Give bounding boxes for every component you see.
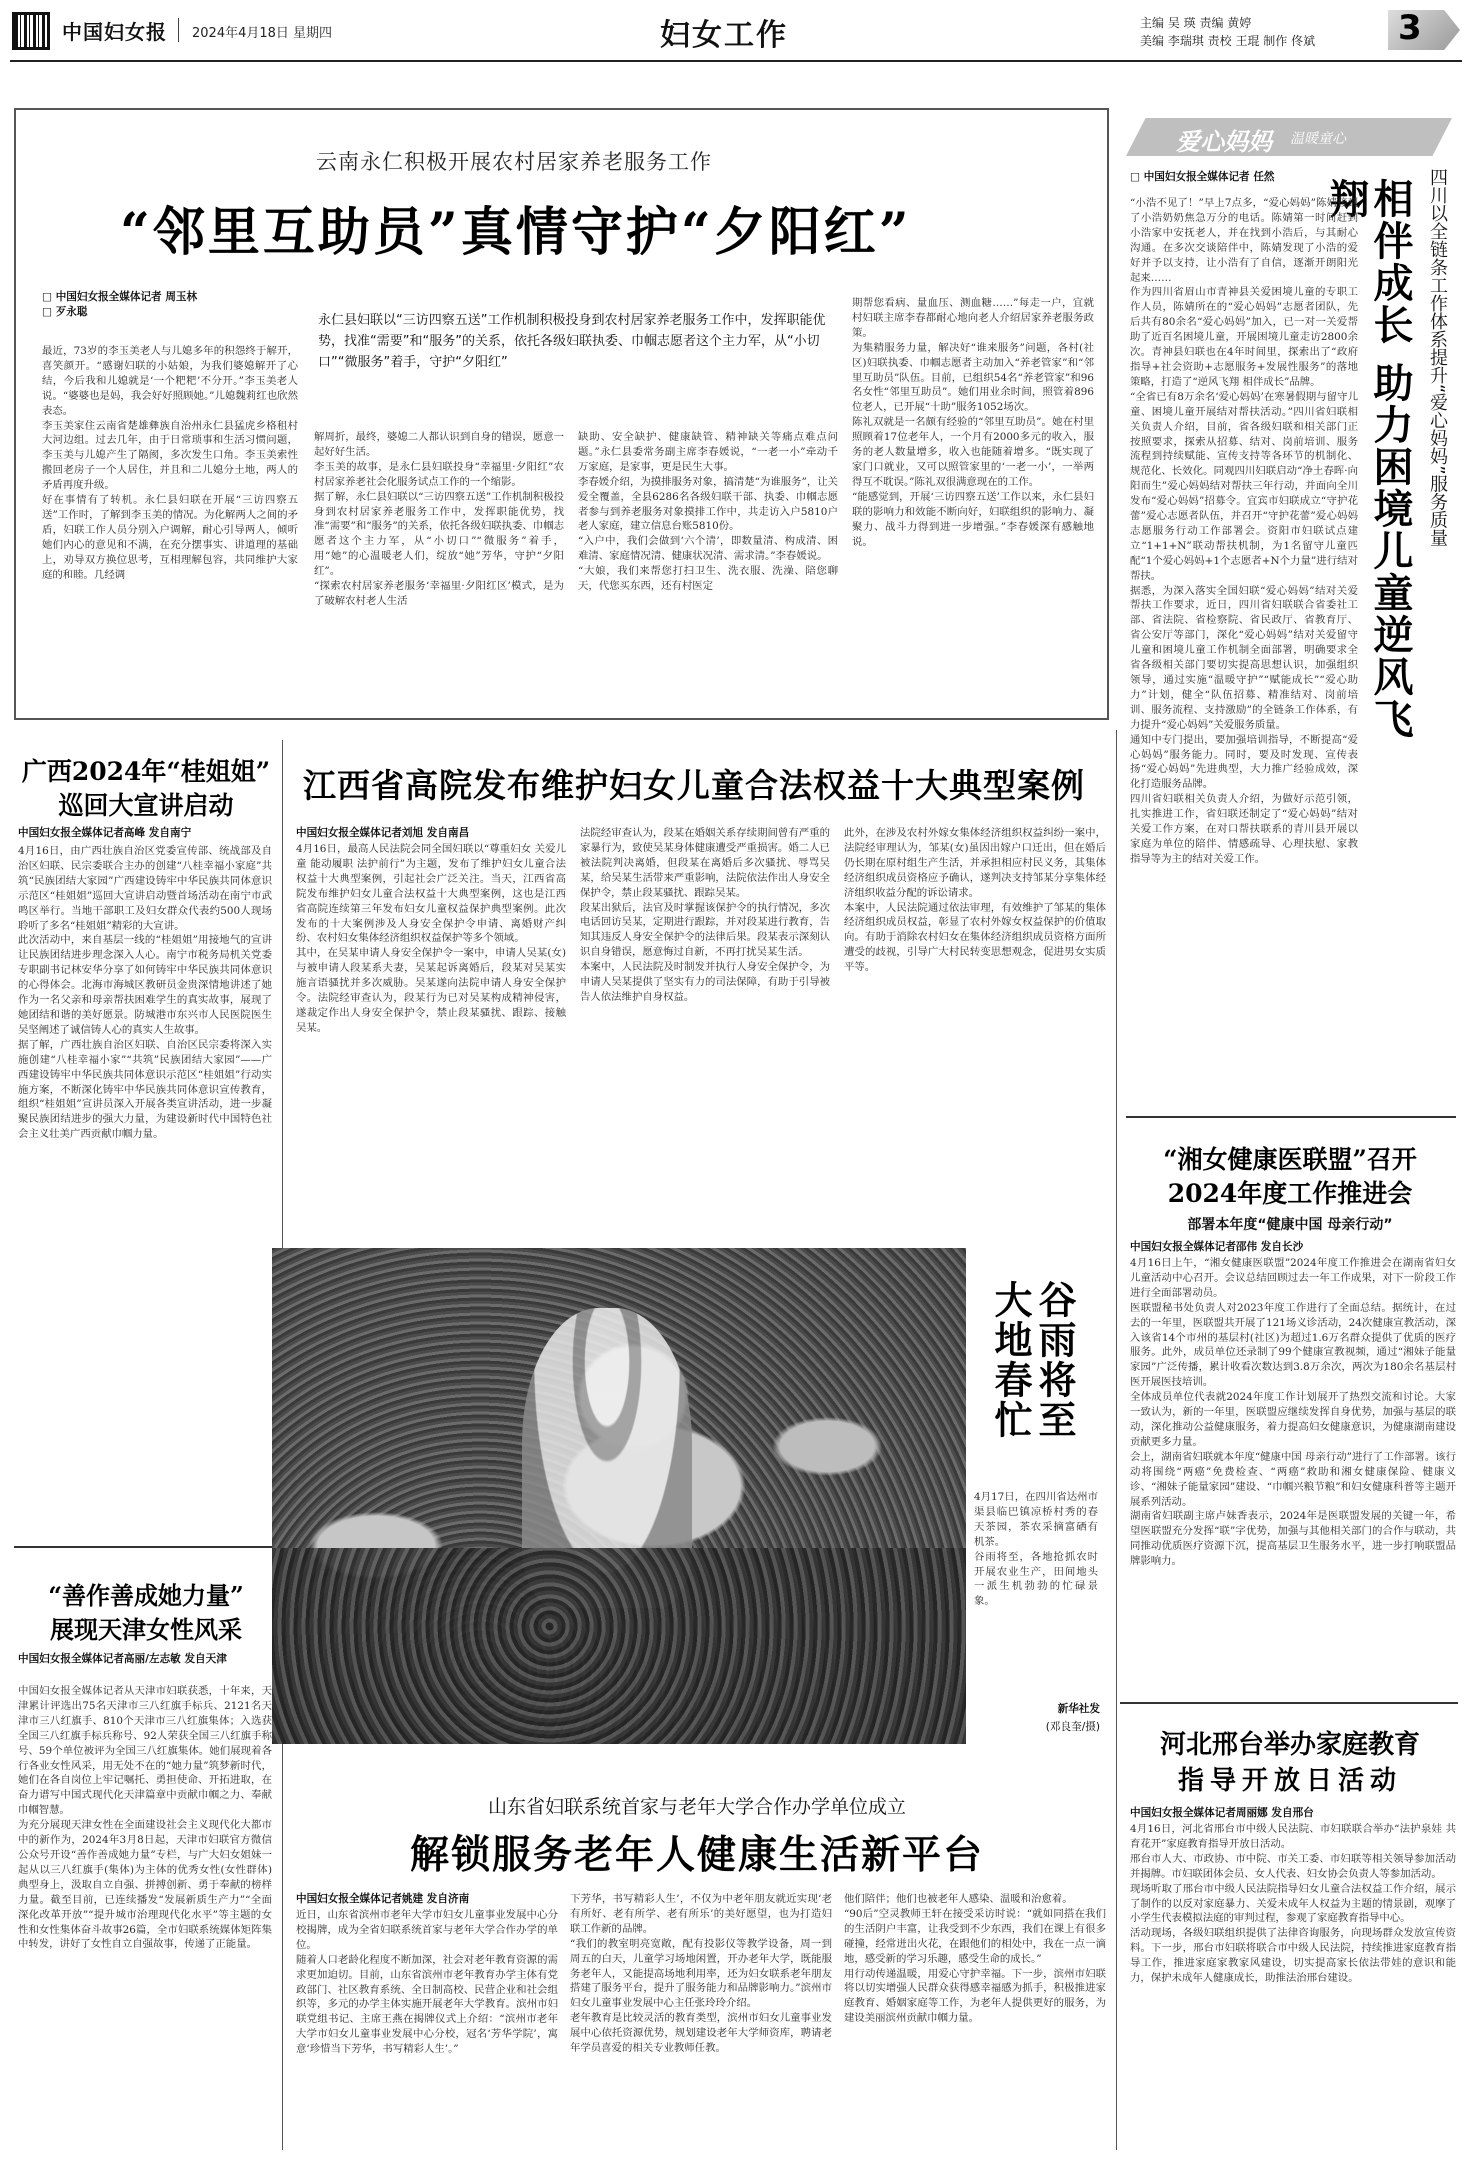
lead-column-1: 最近，73岁的李玉美老人与儿媳多年的积怨终于解开，喜笑颜开。“感谢妇联的小姑娘，为我们婆媳解开了心结，今后我和儿媳就是‘一个粑粑’不分开。”李玉美老人说。“婆婆也是妈，我会好好照顾她。”儿媳魏莉红也欣然表态。 李玉美家住云南省楚雄彝族自治州永仁县猛虎乡格租村大河边组。过去几年，由于日常琐事和生活习惯问题，李玉美与儿媳产生了隔阂，多次发生口角。李玉美索性搬回老房子一个人居住，并且和二儿媳分土地，两人的矛盾再度升级。 好在事情有了转机。永仁县妇联在开展“三访四察五送”工作时，了解到李玉美的情况。为化解两人之间的矛盾，妇联工作人员分别入户调解，耐心引导两人，倾听她们内心的意见和不满，在充分摆事实、讲道理的基础上，劝导双方换位思考，互相理解包容，共同维护大家庭的和睦。几经调 <box>42 345 298 581</box>
masthead <box>0 0 1472 60</box>
hunan-byline: 中国妇女报全媒体记者邵伟 发自长沙 <box>1130 1241 1304 1253</box>
masthead-rule <box>10 60 1462 62</box>
guangxi-byline: 中国妇女报全媒体记者高峰 发自南宁 <box>18 827 192 839</box>
shandong-column-2: 下芳华，书写精彩人生’，不仅为中老年朋友就近实现‘老有所好、老有所学、老有所乐’的美好愿望，也为打造妇联工作新的品牌。 “我们的教室明亮宽敞，配有投影仪等教学设备，周一到周五的白天，儿童学习场地闲置，开办老年大学，既能服务老年人，又能提高场地利用率，还为妇女联系老年朋友搭建了服务平台，提升了服务能力和品牌影响力。”滨州市妇女儿童事业发展中心主任张玲玲介绍。 老年教育是比较灵活的教育类型，滨州市妇女儿童事业发展中心依托资源优势，规划建设老年大学师资库，聘请老年学员喜爱的相关专业教师任教。 <box>570 1893 832 2055</box>
newspaper-logo: 中国妇女报 <box>62 20 167 44</box>
guangxi-headline-1: 广西2024年“桂姐姐” <box>21 757 271 786</box>
tianjin-headline-1: “善作善成她力量” <box>48 1581 244 1610</box>
lead-byline-1: □ 中国妇女报全媒体记者 周玉林 <box>42 291 198 303</box>
shandong-kicker: 山东省妇联系统首家与老年大学合作办学单位成立 <box>487 1796 906 1818</box>
lead-column-2: 解周折，最终，婆媳二人都认识到自身的错误，愿意一起好好生活。 李玉美的故事，是永仁县妇联投身“幸福里·夕阳红”农村居家养老社会化服务试点工作的一个缩影。 据了解，永仁县妇联以“三访四察五送”工作机制积极投身到农村居家养老服务工作中，发挥职能优势，找准“需要”和“服务”的关系，依托各级妇联执委、巾帼志愿者这个主力军，从“小切口”“微服务”着手，用“她”的心温暖老人们，绽放“她”芳华，守护“夕阳红”。 “探索农村居家养老服务‘幸福里·夕阳红区’模式，是为了破解农村老人生活 <box>314 431 564 607</box>
shandong-column-1: 近日，山东省滨州市老年大学市妇女儿童事业发展中心分校揭牌，成为全省妇联系统首家与老年大学合作办学的单位。 随着人口老龄化程度不断加深，社会对老年教育资源的需求更加迫切。目前，山东省滨州市老年教育办学主体有党政部门、社区教育系统、全日制高校、民营企业和社会组织等，多元的办学主体实施开展老年大学教育。滨州市妇联党组书记、主席王燕在揭牌仪式上介绍：“滨州市老年大学市妇女儿童事业发展中心分校，冠名‘芳华学院’，寓意‘珍惜当下芳华，书写精彩人生’。” <box>296 1909 558 2056</box>
lead-byline <box>42 290 302 320</box>
lead-headline: “邻里互助员”真情守护“夕阳红” <box>120 202 912 263</box>
guangxi-divider <box>14 1546 276 1548</box>
lead-byline-2: □ 歹永聪 <box>42 306 88 318</box>
hunan-body: 4月16日上午，“湘女健康医联盟”2024年度工作推进会在湖南省妇女儿童活动中心召开。会议总结回顾过去一年工作成果，对下一阶段工作进行全面部署动员。 医联盟秘书处负责人对2023年度工作进行了全面总结。据统计，在过去的一年里，医联盟共开展了121场义诊活动，24次健康宣教活动，深入该省14个市州的基层村(社区)为超过1.6万名群众提供了优质的医疗服务。此外，成员单位还录制了99个健康宣教视频，通过“湘妹子能量家园”广泛传播，累计收看次数达到3.8万余次，两次为180余名基层村医开展医技培训。 全体成员单位代表就2024年度工作计划展开了热烈交流和讨论。大家一致认为，新的一年里，医联盟应继续发挥自身优势，加强与基层的联动，深化推动公益健康服务，着力提高妇女健康意识，为健康湖南建设贡献更多力量。 会上，湖南省妇联就本年度“健康中国 母亲行动”进行了工作部署。该行动将围绕“两癌”免费检查、“两癌”救助和湘女健康保险、健康义诊、“湘妹子能量家园”建设、“巾帼兴粮节粮”和妇女健康科普等主题开展系列活动。 湖南省妇联副主席卢妹香表示，2024年是医联盟发展的关键一年，希望医联盟充分发挥“联”字优势，加强与其他相关部门的合作与联动，共同推动优质医疗资源下沉，提高基层卫生服务水平，进一步打响联盟品牌影响力。 <box>1130 1257 1456 1568</box>
shandong-headline: 解锁服务老年人健康生活新平台 <box>409 1832 984 1878</box>
hebei-body: 4月16日，河北省邢台市中级人民法院、市妇联联合举办“法护泉娃 共育花开”家庭教育指导开放日活动。 邢台市人大、市政协、市中院、市关工委、市妇联等相关领导参加活动并揭牌。市妇联团体会员、女人代表、妇女协会负责人等参加活动。 现场听取了邢台市中级人民法院指导妇女儿童合法权益工作介绍，展示了制作的以反对家庭暴力、关爱未成年人权益为主题的情景剧，观摩了小学生代表模拟法庭的审判过程，参观了家庭教育指导中心。 活动现场，各级妇联组织提供了法律咨询服务，向现场群众发放宣传资料。下一步，邢台市妇联将联合市中级人民法院，持续推进家庭教育指导工作，推进家庭家教家风建设，切实提高家长依法带娃的意识和能力，保护未成年人健康成长，助推法治邢台建设。 <box>1130 1823 1456 1985</box>
right-column-rule <box>1116 730 1117 2150</box>
lead-summary: 永仁县妇联以“三访四察五送”工作机制积极投身到农村居家养老服务工作中，发挥职能优势，找准“需要”和“服务”的关系，依托各级妇联执委、巾帼志愿者这个主力军，从“小切口”“微服务”着手，守护“夕阳红” <box>318 313 826 370</box>
hebei-byline: 中国妇女报全媒体记者周丽娜 发自邢台 <box>1130 1807 1314 1819</box>
masthead-divider <box>178 18 179 42</box>
lead-column-3: 缺助、安全缺护、健康缺管、精神缺关等痛点难点问题。”永仁县委常务副主席李春媛说，“一老一小”牵动千万家庭，是家事，更是民生大事。 李春媛介绍，为摸排服务对象，搞清楚“为谁服务”，让关爱全覆盖，全县6286名各级妇联干部、执委、巾帼志愿者参与到养老服务对象摸排工作中，共走访入户5810户老人家庭，建立信息台账5810份。 “入户中，我们会做到‘六个清’，即数量清、构成清、困难清、家庭情况清、健康状况清、需求清。”李春媛说。 “大娘，我们来帮您打扫卫生、洗衣服、洗澡、陪您聊天，代您买东西，还有村医定 <box>578 431 838 593</box>
hunan-divider <box>1120 1702 1458 1704</box>
jiangxi-column-3: 此外，在涉及农村外嫁女集体经济组织权益纠纷一案中，法院经审理认为，邹某(女)虽因出嫁户口迁出，但在婚后仍长期在原村组生产生活，并承担相应村民义务，其集体经济组织成员资格应予确认，遂判决支持邹某分享集体经济组织收益分配的诉讼请求。 本案中，人民法院通过依法审理，有效维护了邹某的集体经济组织成员权益，彰显了农村外嫁女权益保护的价值取向。有助于消除农村妇女在集体经济组织成员资格方面所遭受的歧视，引导广大村民转变思想观念，促进男女实质平等。 <box>844 827 1106 974</box>
tianjin-body: 中国妇女报全媒体记者从天津市妇联获悉，十年来，天津累计评选出75名天津市三八红旗手标兵、2121名天津市三八红旗手、810个天津市三八红旗集体；入选获全国三八红旗手标兵称号、92人荣获全国三八红旗手称号、59个单位被评为全国三八红旗集体。她们展现着各行各业女性风采，用无处不在的“她力量”筑梦新时代，她们在各自岗位上牢记嘱托、勇担使命、开拓进取，在奋力谱写中国式现代化天津篇章中贡献巾帼之力、奉献巾帼智慧。 为充分展现天津女性在全面建设社会主义现代化大都市中的新作为，2024年3月8日起，天津市妇联官方微信公众号开设“善作善成她力量”专栏，与广大妇女姐妹一起从以三八红旗手(集体)为主体的优秀女性(女性群体)典型身上，汲取自立自强、拼搏创新、勇于奉献的榜样力量。截至目前，已连续播发“发展新质生产力”“全面深化改革开放”“提升城市治理现代化水平”等主题的女性和女性集体奋斗故事26篇，全市妇联系统媒体矩阵集中转发，讲好了女性自立自强故事，传递了正能量。 <box>18 1685 272 1951</box>
jiangxi-headline: 江西省高院发布维护妇女儿童合法权益十大典型案例 <box>303 766 1085 805</box>
column-banner-subtitle: 温暖童心 <box>1290 131 1346 147</box>
tianjin-byline: 中国妇女报全媒体记者高丽/左志敏 发自天津 <box>18 1653 227 1665</box>
shandong-byline: 中国妇女报全媒体记者姚建 发自济南 <box>296 1893 470 1905</box>
right-top-body: “小浩不见了！”早上7点多，“爱心妈妈”陈婧接到了小浩奶奶焦急万分的电话。陈婧第一时间赶到小浩家中安抚老人，并在找到小浩后，与其耐心沟通。在多次交谈陪伴中，陈婧发现了小浩的爱好并予以支持，让小浩有了自信，逐渐开朗阳光起来…… 作为四川省眉山市青神县关爱困境儿童的专职工作人员，陈婧所在的“爱心妈妈”志愿者团队，先后共有80余名“爱心妈妈”加入，已一对一关爱帮助了近百名困境儿童，开展困境儿童走访2800余次。青神县妇联也在4年时间里，探索出了“政府指导+社会资助+志愿服务+发展性服务”的落地策略，打造了“逆风飞翔 相伴成长”品牌。 “全省已有8万余名‘爱心妈妈’在寒暑假期与留守儿童、困境儿童开展结对帮扶活动。”四川省妇联相关负责人介绍，目前，省各级妇联和相关部门正按照要求，探索从招募、结对、岗前培训、服务流程到持续赋能、宣传支持等各环节的机制化、规范化、长效化。同观四川妇联启动“净土春晖·向阳而生”爱心妈妈结对帮扶三年行动，并面向全川发布“爱心妈妈”招募令。宜宾市妇联成立“守护花蕾”爱心志愿者队伍，并召开“守护花蕾”爱心妈妈志愿服务行动工作部署会。资阳市妇联试点建立“1+1+N”联动帮扶机制，为1名留守儿童匹配“1个爱心妈妈+1个志愿者+N个力量”进行结对帮扶。 据悉，为深入落实全国妇联“爱心妈妈”结对关爱帮扶工作要求，近日，四川省妇联联合省委社工部、省法院、省检察院、省民政厅、省教育厅、省公安厅等部门，深化“爱心妈妈”结对关爱留守儿童和困境儿童工作机制全面部署，明确要求全省各级相关部门要切实提高思想认识，加强组织领导，通过实施“温暖守护”“赋能成长”“爱心助力”计划，健全“队伍招募、精准结对、岗前培训、服务流程、支持激励”的全链条工作体系，有力提升“爱心妈妈”关爱服务质量。 通知中专门提出，要加强培训指导，不断提高“爱心妈妈”服务能力。同时，要及时发现、宣传表扬“爱心妈妈”先进典型，大力推广经验成效，深化打造服务品牌。 四川省妇联相关负责人介绍，为做好示范引领，扎实推进工作，省妇联还制定了“爱心妈妈”结对关爱工作方案，在对口帮扶联系的青川县开展以家庭为单位的陪伴、情感疏导、心理扶慰、家教指导等为主的结对关爱工作。 <box>1130 197 1358 865</box>
photo-photographer: (邓良奎/摄) <box>1045 1721 1100 1733</box>
photo-caption: 4月17日，在四川省达州市渠县临巴镇凉桥村秀的春天茶园，茶农采摘富硒有机茶。 谷雨将至，各地抢抓农时开展农业生产，田间地头一派生机勃勃的忙碌景象。 <box>974 1491 1098 1608</box>
hunan-headline-1: “湘女健康医联盟”召开 <box>1163 1145 1417 1174</box>
tea-bush-foreground <box>272 1548 966 1744</box>
lead-kicker: 云南永仁积极开展农村居家养老服务工作 <box>316 150 712 174</box>
lead-column-4: 期帮您看病、量血压、测血糖……”每走一户，宜就村妇联主席李春都耐心地向老人介绍居家养老服务政策。 为集精服务力量，解决好“谁来服务”问题，各村(社区)妇联执委、巾帼志愿者主动加入“养老管家”和“邻里互助员”队伍。目前，已组织54名“养老管家”和96名女性“邻里互助员”。她们用业余时间，照管着896位老人，已开展“十助”服务1052场次。 陈礼双就是一名颇有经验的“邻里互助员”。她在村里照顾着17位老年人，一个月有2000多元的收入，服务的老人数量增多，收入也能随着增多。“既实现了家门口就业，又可以照管家里的‘一老一小’，一举两得互不耽误。”陈礼双很满意现在的工作。 “能感觉到，开展‘三访四察五送’工作以来，永仁县妇联的影响力和效能不断向好，妇联组织的影响力、凝聚力、战斗力得到进一步增强。”李春媛深有感触地说。 <box>852 297 1094 548</box>
guangxi-body: 4月16日，由广西壮族自治区党委宣传部、统战部及自治区妇联、民宗委联合主办的创建“八桂幸福小家庭”共筑“民族团结大家园”广西建设铸牢中华民族共同体意识示范区“桂姐姐”巡回大宣讲启动暨首场活动在南宁市武鸣区举行。当地干部职工及妇女群众代表约500人现场聆听了多名“桂姐姐”精彩的大宣讲。 此次活动中，来自基层一线的“桂姐姐”用接地气的宣讲让民族团结进步理念深入人心。南宁市税务局机关党委专职副书记林安华分享了如何铸牢中华民族共同体意识的心得体会。北海市海城区教研员金贵深情地讲述了她作为一名父亲和母亲帮扶困难学生的真实故事，展现了她团结和谐的美好愿景。防城港市东兴市人民医院医生吴坚阐述了诚信铸人心的真实人生故事。 据了解，广西壮族自治区妇联、自治区民宗委将深入实施创建“八桂幸福小家”“共筑”民族团结大家园”——广西建设铸牢中华民族共同体意识示范区“桂姐姐”行动实施方案，不断深化铸牢中华民族共同体意识宣传教育，组织“桂姐姐”宣讲员深入开展各类宣讲活动，进一步凝聚民族团结进步的强大力量，为建设新时代中国特色社会主义壮美广西贡献巾帼力量。 <box>18 845 272 1141</box>
tianjin-headline-2: 展现天津女性风采 <box>50 1615 242 1644</box>
column-banner <box>1126 118 1452 156</box>
photo-credit: 新华社发 <box>1057 1703 1100 1715</box>
right-top-divider <box>1126 1116 1456 1118</box>
right-top-byline: □ 中国妇女报全媒体记者 任然 <box>1130 171 1275 183</box>
section-title: 妇女工作 <box>660 18 788 53</box>
hunan-subhead: 部署本年度“健康中国 母亲行动” <box>1187 1217 1393 1233</box>
hebei-headline-2: 指导开放日活动 <box>1177 1766 1402 1796</box>
hebei-headline-1: 河北邢台举办家庭教育 <box>1159 1730 1420 1760</box>
jiangxi-byline: 中国妇女报全媒体记者刘旭 发自南昌 <box>296 827 470 839</box>
issue-date: 2024年4月18日 星期四 <box>192 26 333 41</box>
right-top-headline: 相伴成长 助力困境儿童逆风飞翔 <box>1323 178 1414 740</box>
qr-code-icon <box>12 12 50 50</box>
photo-title: 谷雨将至 大地春忙 <box>988 1280 1077 1440</box>
page-number: 3 <box>1398 8 1422 48</box>
jiangxi-column-1: 4月16日，最高人民法院会同全国妇联以“尊重妇女 关爱儿童 能动履职 法护前行”为主题，发布了维护妇女儿童合法权益十大典型案例，引起社会广泛关注。当天，江西省高院发布维护妇女儿童合法权益十大典型案例，这也是江西省高院连续第三年发布妇女儿童权益保护典型案例。此次发布的十大案例涉及人身安全保护令申请、离婚财产纠纷、农村妇女集体经济组织权益保护等多个领域。 其中，在吴某申请人身安全保护令一案中，申请人吴某(女)与被申请人段某系夫妻，吴某起诉离婚后，段某对吴某实施言语骚扰并多次威胁。吴某遂向法院申请人身安全保护令。法院经审查认为，段某行为已对吴某构成精神侵害，遂裁定作出人身安全保护令，禁止段某骚扰、跟踪、接触吴某。 <box>296 843 566 1034</box>
column-banner-title: 爱心妈妈 <box>1176 127 1272 156</box>
guangxi-headline-2: 巡回大宣讲启动 <box>58 791 234 820</box>
staff-credits <box>1140 14 1315 50</box>
staff-line-2: 美编 李瑞琪 责校 王琨 制作 佟斌 <box>1140 34 1316 48</box>
shandong-column-3: 他们陪伴；他们也被老年人感染、温暖和治愈着。 “90后”空灵教师王轩在接受采访时说：“就如同搭在我们的生活阴户丰富，让我受到不少东西，我们在课上有很多碰撞，经常迸出火花，在跟他们的相处中，我在一点一滴地，感受新的学习乐趣，感受生命的成长。” 用行动传递温暖，用爱心守护幸福。下一步，滨州市妇联将以切实增强人民群众获得感幸福感为抓手，积极推进家庭教育、婚姻家庭等工作，为老年人提供更好的服务，为建设美丽滨州贡献巾帼力量。 <box>844 1893 1106 2025</box>
hunan-headline-2: 2024年度工作推进会 <box>1167 1179 1413 1208</box>
right-top-kicker: 四川以全链条工作体系提升“爱心妈妈”服务质量 <box>1427 168 1448 547</box>
jiangxi-column-2: 法院经审查认为，段某在婚姻关系存续期间曾有严重的家暴行为，致使吴某身体健康遭受严重损害。婚二人已被法院判决离婚，但段某在离婚后多次骚扰、辱骂吴某，给吴某生活带来严重影响，法院依法作出人身安全保护令，禁止段某骚扰、跟踪吴某。 段某出狱后，法官及时掌握该保护令的执行情况，多次电话回访吴某，定期进行跟踪，并对段某进行教育，告知其违反人身安全保护令的法律后果。段某表示深刻认识自身错误，愿意悔过自新，不再打扰吴某生活。 本案中，人民法院及时制发并执行人身安全保护令，为申请人吴某提供了坚实有力的司法保障，有助于引导被告人依法维护自身权益。 <box>580 827 830 1003</box>
tea-picking-photo <box>272 1248 966 1744</box>
staff-line-1: 主编 吴 瑛 责编 黄婷 <box>1140 16 1252 30</box>
